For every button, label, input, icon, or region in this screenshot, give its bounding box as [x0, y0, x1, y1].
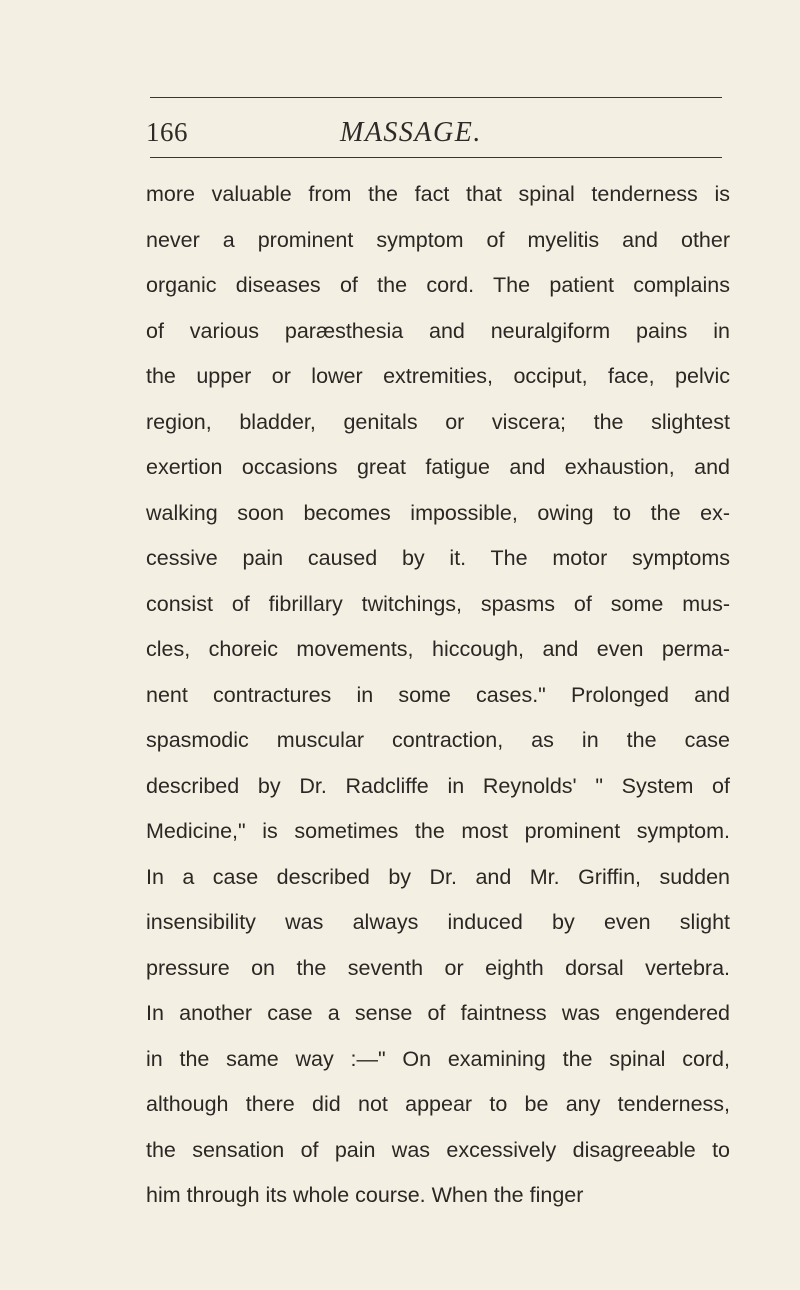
text-line: consist of fibrillary twitchings, spasms of some mus- [146, 591, 730, 616]
text-line: Medicine," is sometimes the most prominent symptom. [146, 819, 730, 843]
body-text [146, 172, 730, 1219]
text-line: of various paræsthesia and neuralgiform pains in [146, 318, 730, 343]
text-line: cessive pain caused by it. The motor symptoms [146, 546, 730, 570]
running-head: MASSAGE. [340, 117, 482, 148]
text-line: In another case a sense of faintness was engendered [146, 1001, 730, 1025]
text-line: described by Dr. Radcliffe in Reynolds' " System of [146, 773, 730, 798]
text-line: although there did not appear to be any tenderness, [146, 1092, 730, 1116]
text-line: in the same way :—" On examining the spinal cord, [146, 1046, 730, 1071]
text-line: insensibility was always induced by even slight [146, 910, 730, 934]
text-line: nent contractures in some cases." Prolonged and [146, 682, 730, 707]
text-line: more valuable from the fact that spinal tenderness is [146, 182, 730, 206]
text-line: exertion occasions great fatigue and exhaustion, and [146, 455, 730, 479]
text-line: the sensation of pain was excessively disagreeable to [146, 1137, 730, 1162]
text-line: walking soon becomes impossible, owing to the ex- [146, 500, 730, 525]
header-rule-top [150, 97, 722, 98]
text-line: never a prominent symptom of myelitis and other [146, 227, 730, 252]
header-rule-bottom [150, 157, 722, 158]
text-line: organic diseases of the cord. The patient complains [146, 273, 730, 297]
text-line: him through its whole course. When the finger [146, 1183, 584, 1207]
text-line: pressure on the seventh or eighth dorsal vertebra. [146, 955, 730, 980]
text-line: the upper or lower extremities, occiput, face, pelvic [146, 364, 730, 388]
text-line: cles, choreic movements, hiccough, and even perma- [146, 637, 730, 661]
text-line: spasmodic muscular contraction, as in the case [146, 728, 730, 752]
text-line: In a case described by Dr. and Mr. Griffin, sudden [146, 864, 730, 889]
page-number: 166 [146, 117, 188, 147]
text-line: region, bladder, genitals or viscera; the slightest [146, 409, 730, 434]
